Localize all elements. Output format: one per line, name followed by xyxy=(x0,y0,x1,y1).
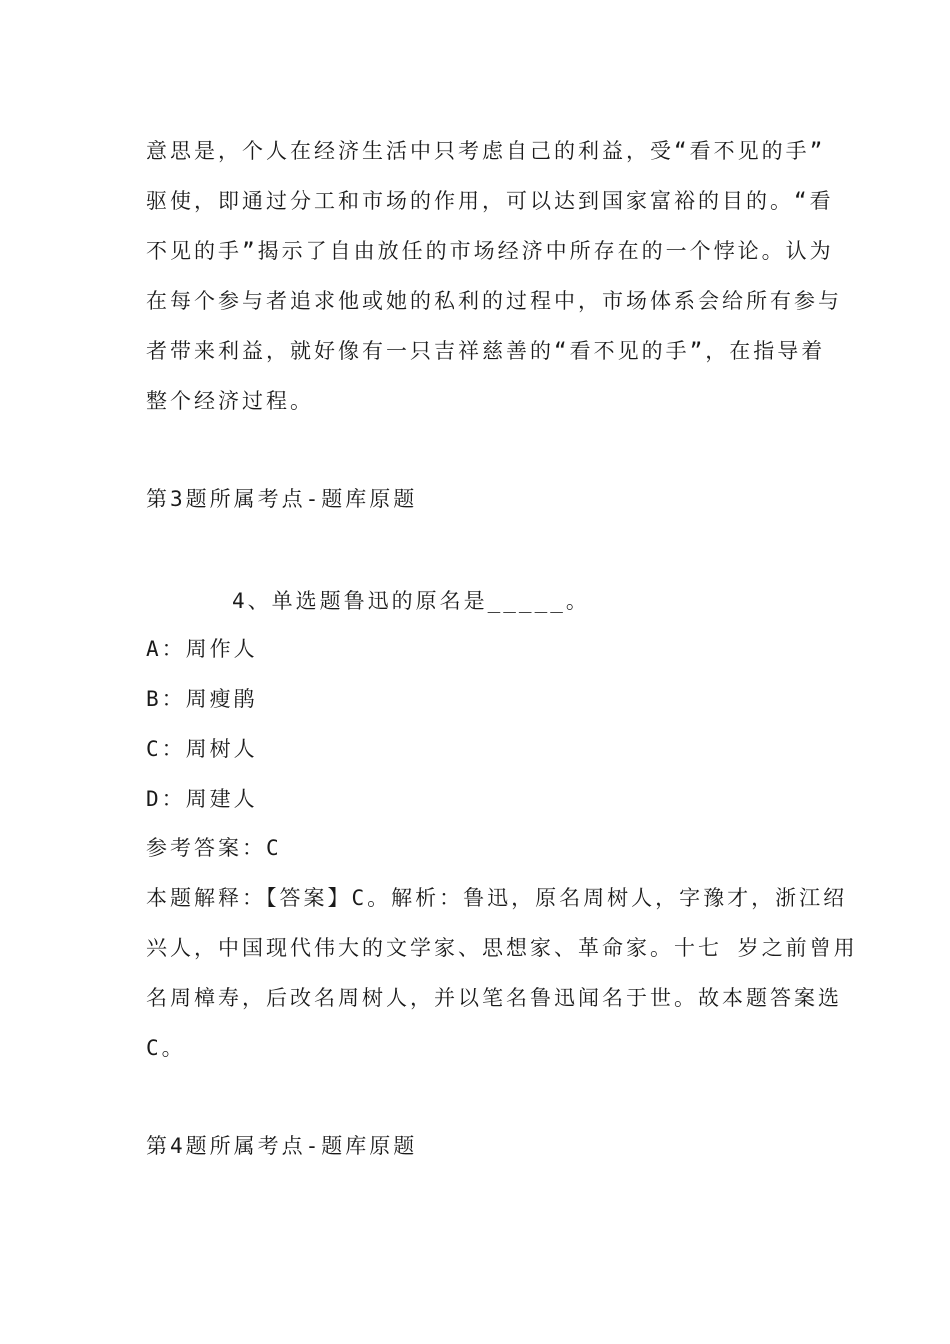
explanation-line: 不见的手”揭示了自由放任的市场经济中所存在的一个悖论。认为 xyxy=(146,239,834,263)
topic-label-q4: 第4题所属考点-题库原题 xyxy=(146,1134,418,1158)
question-explanation-line: C。 xyxy=(146,1036,186,1060)
question-stem: 4、单选题鲁迅的原名是_____。 xyxy=(232,589,590,613)
option-d: D：周建人 xyxy=(146,787,258,811)
explanation-line: 驱使，即通过分工和市场的作用，可以达到国家富裕的目的。“看 xyxy=(146,189,834,213)
option-a: A：周作人 xyxy=(146,637,258,661)
option-c: C：周树人 xyxy=(146,737,258,761)
reference-answer: 参考答案：C xyxy=(146,836,282,860)
option-b: B：周瘦鹃 xyxy=(146,687,258,711)
question-explanation-line: 名周樟寿，后改名周树人，并以笔名鲁迅闻名于世。故本题答案选 xyxy=(146,986,842,1010)
topic-label-q3: 第3题所属考点-题库原题 xyxy=(146,487,418,511)
explanation-line: 在每个参与者追求他或她的私利的过程中，市场体系会给所有参与 xyxy=(146,289,842,313)
explanation-line: 者带来利益，就好像有一只吉祥慈善的“看不见的手”，在指导着 xyxy=(146,339,826,363)
explanation-line: 整个经济过程。 xyxy=(146,389,314,413)
explanation-line: 意思是，个人在经济生活中只考虑自己的利益，受“看不见的手” xyxy=(146,139,826,163)
question-explanation-line: 兴人，中国现代伟大的文学家、思想家、革命家。十七 岁之前曾用 xyxy=(146,936,858,960)
question-explanation-line: 本题解释：【答案】C。解析：鲁迅，原名周树人，字豫才，浙江绍 xyxy=(146,886,848,910)
